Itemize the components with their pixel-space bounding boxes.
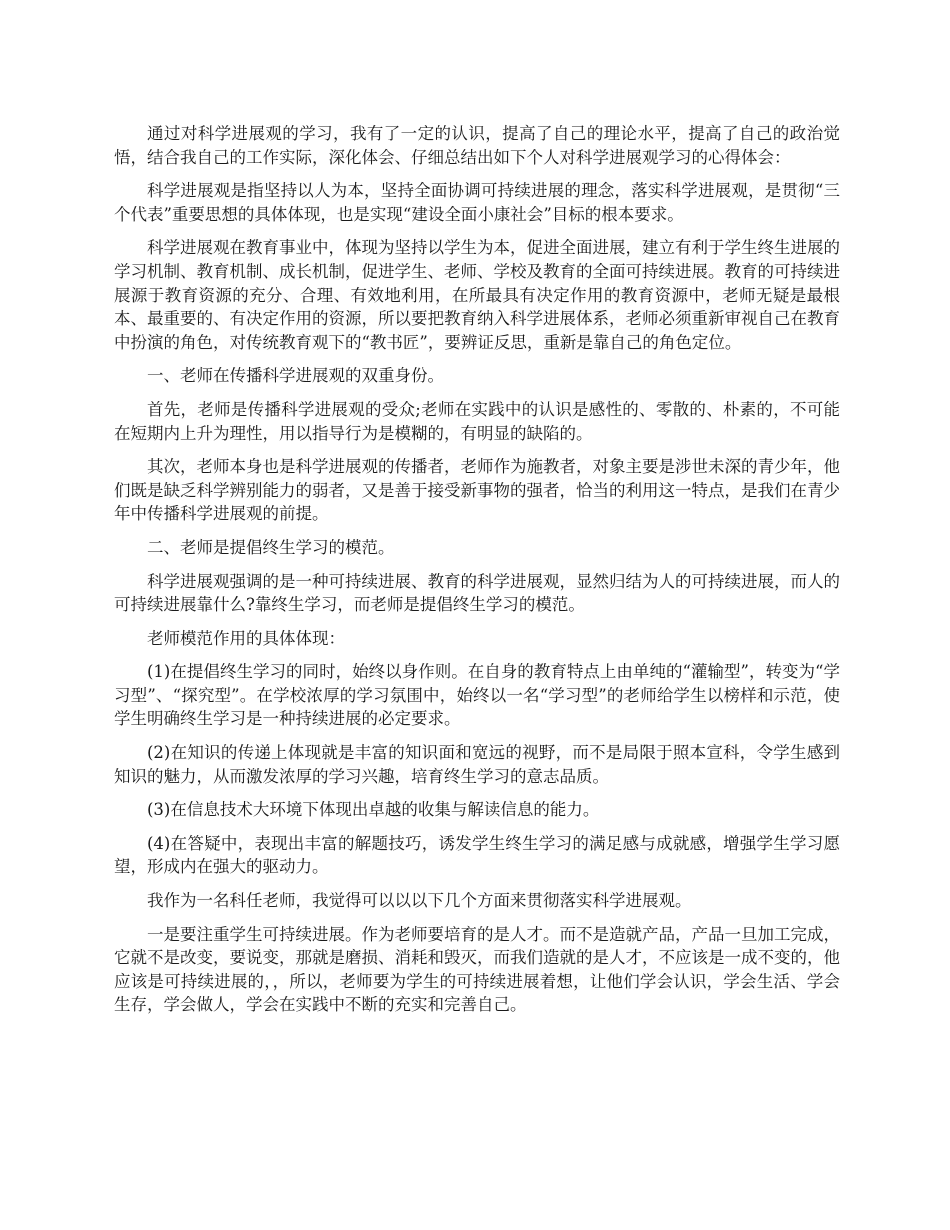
paragraph: 科学进展观强调的是一种可持续进展、教育的科学进展观，显然归结为人的可持续进展，而人的可持续进展靠什么?靠终生学习，而老师是提倡终生学习的模范。 [114,571,840,615]
paragraph: 通过对科学进展观的学习，我有了一定的认识，提高了自己的理论水平，提高了自己的政治觉悟，结合我自己的工作实际，深化体会、仔细总结出如下个人对科学进展观学习的心得体会： [114,124,840,167]
paragraph: 科学进展观在教育事业中，体现为坚持以学生为本，促进全面进展，建立有利于学生终生进展的学习机制、教育机制、成长机制，促进学生、老师、学校及教育的全面可持续进展。教育的可持续进展源于教育资源的充分、合理、有效地利用，在所最具有决定作用的教育资源中，老师无疑是最根本、最重要的、有决定作用的资源，所以要把教育纳入科学进展体系，老师必须重新审视自己在教育中扮演的角色，对传统教育观下的“教书匠”，要辨证反思，重新是靠自己的角色定位。 [114,238,840,352]
list-item: (1)在提倡终生学习的同时，始终以身作则。在自身的教育特点上由单纯的“灌输型”，转变为“学习型”、“探究型”。在学校浓厚的学习氛围中，始终以一名“学习型”的老师给学生以榜样和示范，使学生明确终生学习是一种持续进展的必定要求。 [114,662,840,729]
paragraph: 科学进展观是指坚持以人为本，坚持全面协调可持续进展的理念，落实科学进展观，是贯彻“三个代表”重要思想的具体体现，也是实现“建设全面小康社会”目标的根本要求。 [114,181,840,224]
paragraph: 首先，老师是传播科学进展观的受众;老师在实践中的认识是感性的、零散的、朴素的，不可能在短期内上升为理性，用以指导行为是模糊的，有明显的缺陷的。 [114,399,840,443]
list-item: (4)在答疑中，表现出丰富的解题技巧，诱发学生终生学习的满足感与成就感，增强学生学习愿望，形成内在强大的驱动力。 [114,833,840,877]
list-item: (2)在知识的传递上体现就是丰富的知识面和宽远的视野，而不是局限于照本宣科，令学生感到知识的魅力，从而激发浓厚的学习兴趣，培育终生学习的意志品质。 [114,743,840,786]
paragraph: 我作为一名科任老师，我觉得可以以以下几个方面来贯彻落实科学进展观。 [147,891,692,911]
document-body [114,122,840,1027]
list-item: (3)在信息技术大环境下体现出卓越的收集与解读信息的能力。 [147,800,600,820]
paragraph: 其次，老师本身也是科学进展观的传播者，老师作为施教者，对象主要是涉世未深的青少年，他们既是缺乏科学辨别能力的弱者，又是善于接受新事物的强者，恰当的利用这一特点，是我们在青少年中传播科学进展观的前提。 [114,457,840,524]
section-heading: 一、老师在传播科学进展观的双重身份。 [147,366,444,386]
paragraph: 一是要注重学生可持续进展。作为老师要培育的是人才。而不是造就产品，产品一旦加工完成，它就不是改变，要说变，那就是磨损、消耗和毁灭，而我们造就的是人才，不应该是一成不变的，他应该是可持续进展的，，所以，老师要为学生的可持续进展着想，让他们学会认识，学会生活、学会生存，学会做人，学会在实践中不断的充实和完善自己。 [114,924,840,1015]
section-heading: 二、老师是提倡终生学习的模范。 [147,537,395,557]
paragraph: 老师模范作用的具体体现： [147,628,345,648]
